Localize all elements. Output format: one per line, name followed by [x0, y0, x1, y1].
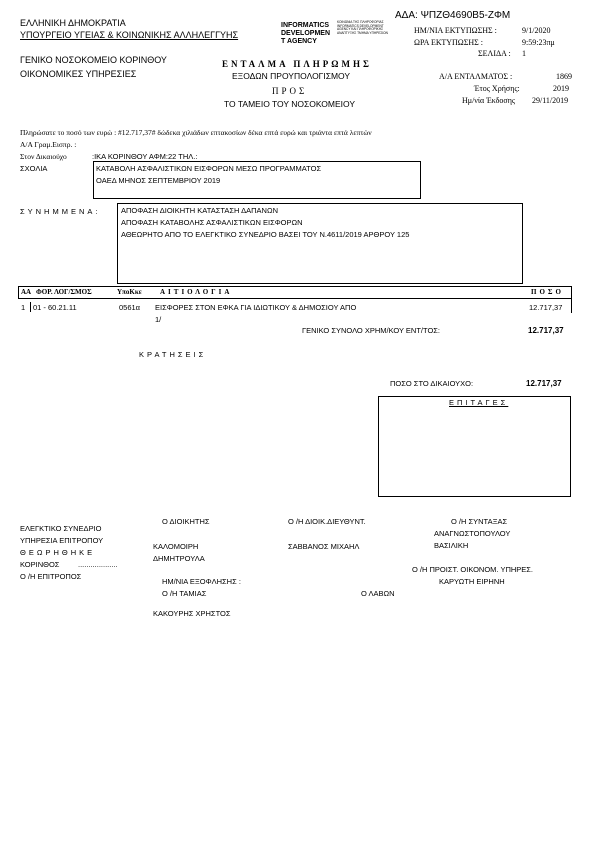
year-label: Έτος Χρήσης:	[474, 84, 520, 93]
withholdings-label: ΚΡΑΤΗΣΕΙΣ	[139, 350, 207, 359]
print-time-label: ΩΡΑ ΕΚΤΥΠΩΣΗΣ :	[414, 38, 484, 47]
attachment-line-1: ΑΠΟΦΑΣΗ ΔΙΟΙΚΗΤΗ ΚΑΤΑΣΤΑΣΗ ΔΑΠΑΝΩΝ	[121, 206, 278, 215]
row-code: 0561α	[119, 303, 141, 312]
econ-head-name: ΚΑΡΥΩΤΗ ΕΙΡΗΝΗ	[439, 577, 505, 586]
document-recipient: ΤΟ ΤΑΜΕΙΟ ΤΟΥ ΝΟΣΟΚΟΜΕΙΟΥ	[224, 99, 356, 109]
cashier-name: ΚΑΚΟΥΡΗΣ ΧΡΗΣΤΟΣ	[153, 609, 231, 618]
director-name-2: ΔΗΜΗΤΡΟΥΛΑ	[153, 554, 205, 563]
pay-amount-text: Πληρώσατε το ποσό των ευρώ : #12.717,37# δώδεκα χιλιάδων επτακοσίων δέκα επτά ευρώ και τριάντα επτά λεπτών	[20, 128, 372, 137]
header-aa: ΑΑ	[21, 288, 32, 296]
beneficiary-value: :ΙΚΑ ΚΟΡΙΝΘΟΥ ΑΦΜ:22 ΤΗΛ.:	[92, 152, 198, 161]
print-time: 9:59:23πμ	[522, 38, 555, 47]
beneficiary-label: Στον Δικαιούχο	[20, 152, 67, 161]
header-reason: ΑΙΤΙΟΛΟΓΙΑ	[160, 288, 233, 296]
comments-line-2: ΟΑΕΔ ΜΗΝΟΣ ΣΕΠΤΕΜΒΡΙΟΥ 2019	[96, 176, 221, 185]
department-name: ΟΙΚΟΝΟΜΙΚΕΣ ΥΠΗΡΕΣΙΕΣ	[20, 69, 137, 79]
audit-line-1: ΕΛΕΓΚΤΙΚΟ ΣΥΝΕΔΡΙΟ	[20, 524, 102, 533]
admin-director-name: ΣΑΒΒΑΝΟΣ ΜΙΧΑΗΛ	[288, 542, 360, 551]
row-reason-1: ΕΙΣΦΟΡΕΣ ΣΤΟΝ ΕΦΚΑ ΓΙΑ ΙΔΙΩΤΙΚΟΥ & ΔΗΜΟΣΙΟΥ ΑΠΟ	[155, 303, 357, 312]
director-name-1: ΚΑΛΟΜΟΙΡΗ	[153, 542, 199, 551]
print-date-label: ΗΜ/ΝΙΑ ΕΚΤΥΠΩΣΗΣ :	[414, 26, 497, 35]
row-right-border	[571, 299, 572, 313]
logo-text-2: DEVELOPMEN	[281, 30, 331, 37]
payable-label: ΠΟΣΟ ΣΤΟ ΔΙΚΑΙΟΥΧΟ:	[390, 379, 474, 388]
composer-name-2: ΒΑΣΙΛΙΚΗ	[434, 541, 469, 550]
logo-small-text: ΚΟΙΝΩΝΙΑ ΤΗΣ ΠΛΗΡΟΦΟΡΙΑΣ INFORMATICS DEVELOPMENT AGENCY ΚΑΙ ΠΛΗΡΟΦΟΡΙΚΗΣ ΑΝΑΠΤΥΞΗΣ ΤΜΗΜΑ ΥΠΗΡΕΣΙΩΝ	[337, 20, 388, 35]
audit-line-5: Ο /Η ΕΠΙΤΡΟΠΟΣ	[20, 572, 82, 581]
audit-line-2: ΥΠΗΡΕΣΙΑ ΕΠΙΤΡΟΠΟΥ	[20, 536, 104, 545]
page-number: 1	[522, 49, 526, 58]
hospital-name: ΓΕΝΙΚΟ ΝΟΣΟΚΟΜΕΙΟ ΚΟΡΙΝΘΟΥ	[20, 55, 167, 65]
order-no: 1869	[556, 72, 572, 81]
row-account: 01 - 60.21.11	[33, 303, 77, 312]
attachment-line-3: ΑΘΕΩΡΗΤΟ ΑΠΟ ΤΟ ΕΛΕΓΚΤΙΚΟ ΣΥΝΕΔΡΙΟ ΒΑΣΕΙ ΤΟΥ Ν.4611/2019 ΑΡΘΡΟΥ 125	[121, 230, 410, 239]
composer-name-1: ΑΝΑΓΝΩΣΤΟΠΟΥΛΟΥ	[434, 529, 511, 538]
page-label: ΣΕΛΙΔΑ :	[478, 49, 511, 58]
release-date-label: ΗΜ/ΝΙΑ ΕΞΟΦΛΗΣΗΣ :	[162, 577, 241, 586]
comments-label: ΣΧΟΛΙΑ	[20, 164, 48, 173]
total-label: ΓΕΝΙΚΟ ΣΥΝΟΛΟ ΧΡΗΜ/ΚΟΥ ΕΝΤ/ΤΟΣ:	[302, 326, 440, 335]
director-label: Ο ΔΙΟΙΚΗΤΗΣ	[162, 517, 210, 526]
ministry-title: ΥΠΟΥΡΓΕΙΟ ΥΓΕΙΑΣ & ΚΟΙΝΩΝΙΚΗΣ ΑΛΛΗΛΕΓΓΥΗΣ	[20, 30, 239, 40]
admin-director-label: Ο /Η ΔΙΟΙΚ.ΔΙΕΥΘΥΝΤ.	[288, 517, 366, 526]
audit-line-4: ΚΟΡΙΝΘΟΣ	[20, 560, 60, 569]
row-reason-2: 1/	[155, 315, 162, 324]
attachments-label: ΣΥΝΗΜΜΕΝΑ:	[20, 207, 101, 216]
receipt-no-label: Α/Α Γραμ.Εισπρ. :	[20, 140, 77, 149]
issue-date: 29/11/2019	[532, 96, 569, 105]
year-value: 2019	[553, 84, 569, 93]
row-aa: 1	[21, 303, 26, 312]
econ-head-label: Ο /Η ΠΡΟΙΣΤ. ΟΙΚΟΝΟΜ. ΥΠΗΡΕΣ.	[412, 565, 534, 574]
document-subtitle: ΕΞΟΔΩΝ ΠΡΟΥΠΟΛΟΓΙΣΜΟΥ	[232, 71, 351, 81]
row-separator	[30, 302, 31, 312]
document-to: ΠΡΟΣ	[272, 86, 308, 96]
issue-date-label: Ημ/νία Έκδοσης	[462, 96, 516, 105]
cashier-label: Ο /Η ΤΑΜΙΑΣ	[162, 589, 207, 598]
order-no-label: Α/Α ΕΝΤΑΛΜΑΤΟΣ :	[439, 72, 513, 81]
logo-text-1: INFORMATICS	[281, 22, 330, 29]
attachment-line-2: ΑΠΟΦΑΣΗ ΚΑΤΑΒΟΛΗΣ ΑΣΦΑΛΙΣΤΙΚΩΝ ΕΙΣΦΟΡΩΝ	[121, 218, 303, 227]
attachments-box	[117, 203, 523, 284]
audit-line-3: ΘΕΩΡΗΘΗΚΕ	[20, 548, 96, 557]
print-date: 9/1/2020	[522, 26, 551, 35]
payable-value: 12.717,37	[526, 379, 562, 388]
header-amount: ΠΟΣΟ	[531, 288, 564, 296]
audit-dots: ...................	[78, 560, 118, 569]
header-code: ΥποΚκε	[117, 288, 142, 296]
table-header-row	[18, 286, 572, 299]
comments-line-1: ΚΑΤΑΒΟΛΗ ΑΣΦΑΛΙΣΤΙΚΩΝ ΕΙΣΦΟΡΩΝ ΜΕΣΩ ΠΡΟΓΡΑΜΜΑΤΟΣ	[96, 164, 322, 173]
row-amount: 12.717,37	[529, 303, 563, 312]
cheques-label: ΕΠΙΤΑΓΕΣ	[449, 398, 509, 407]
logo-text-3: T AGENCY	[281, 38, 317, 45]
header-account: ΦΟΡ. ΛΟΓ/ΣΜΟΣ	[36, 288, 92, 296]
republic-title: ΕΛΛΗΝΙΚΗ ΔΗΜΟΚΡΑΤΙΑ	[20, 18, 126, 28]
cheques-box	[378, 396, 571, 497]
total-value: 12.717,37	[528, 326, 564, 335]
receiver-label: Ο ΛΑΒΩΝ	[361, 589, 395, 598]
ada-code: ΑΔΑ: ΨΠΖΘ4690Β5-ΖΦΜ	[395, 10, 511, 21]
document-title: ΕΝΤΑΛΜΑ ΠΛΗΡΩΜΗΣ	[222, 59, 372, 69]
composer-label: Ο /Η ΣΥΝΤΑΞΑΣ	[451, 517, 508, 526]
